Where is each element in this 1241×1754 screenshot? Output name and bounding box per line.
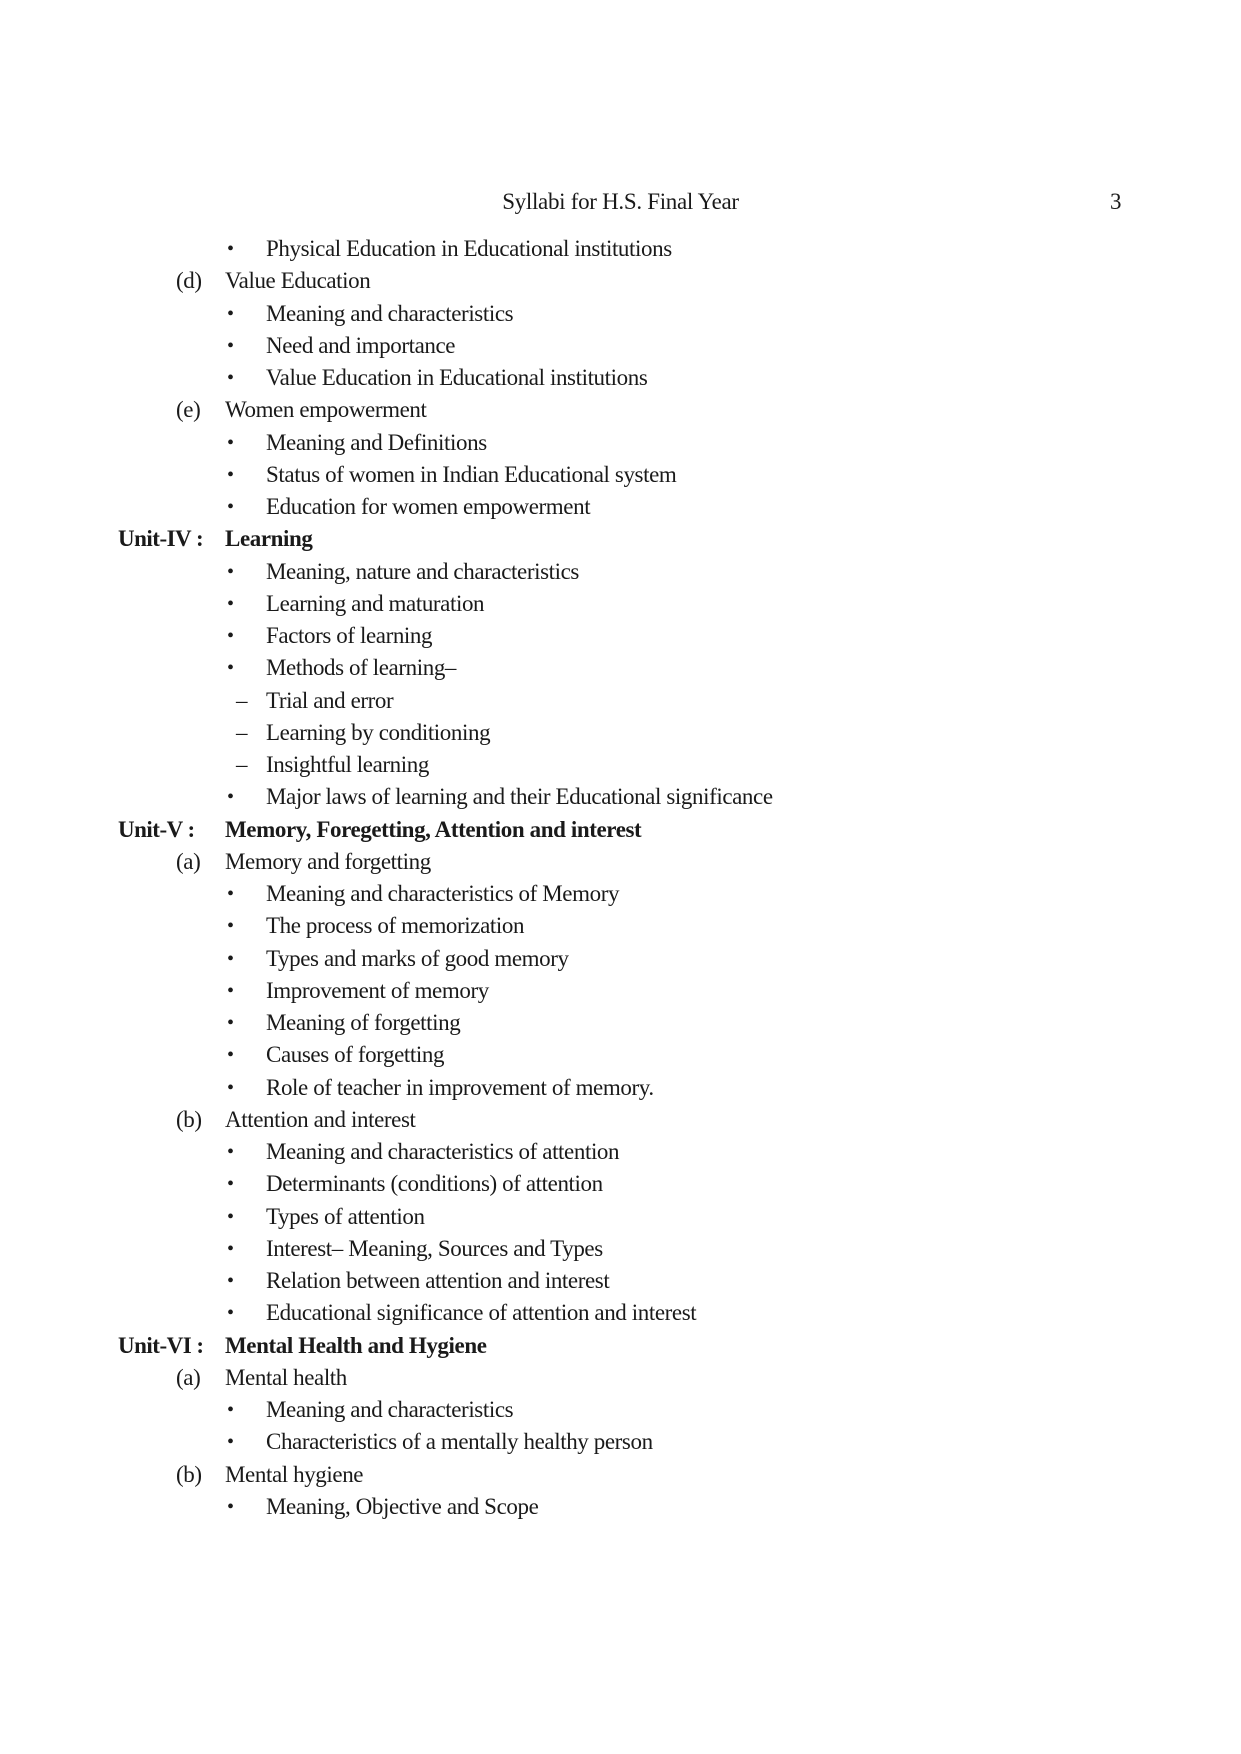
running-header-title: Syllabi for H.S. Final Year [502,189,739,214]
section-label: (e) [176,397,201,423]
item-text: Meaning and characteristics of Memory [266,881,620,906]
bullet-item [0,1039,1241,1071]
dash-item [0,685,1241,717]
bullet-marker-icon: • [227,1302,234,1325]
bullet-marker-icon: • [227,302,234,325]
item-text: Educational significance of attention and interest [266,1300,697,1326]
section-heading [0,1459,1241,1491]
bullet-item [0,362,1241,394]
bullet-item [0,1007,1241,1039]
unit-heading [0,814,1241,846]
bullet-item [0,1491,1241,1523]
item-text: Meaning and Definitions [266,429,487,455]
item-text: Meaning and characteristics [266,300,514,326]
item-text: Meaning and characteristics of attention [266,1139,620,1164]
bullet-marker-icon: • [227,1044,234,1067]
bullet-item [0,1297,1241,1329]
bullet-marker-icon: • [227,1399,234,1421]
section-label: (d) [176,268,202,294]
section-title: Value Education [225,268,371,294]
bullet-item [0,588,1241,620]
section-heading [0,1104,1241,1136]
item-text: Improvement of memory [266,977,489,1003]
bullet-item [0,1426,1241,1458]
section-title: Attention and interest [225,1106,416,1132]
bullet-marker-icon: • [227,1431,234,1454]
bullet-item [0,1136,1241,1168]
item-text: Methods of learning– [266,655,457,681]
unit-heading [0,1330,1241,1362]
bullet-item [0,491,1241,523]
bullet-item [0,233,1241,265]
unit-label: Unit-IV : [118,526,204,552]
item-text: Causes of forgetting [266,1042,445,1068]
bullet-item [0,1394,1241,1426]
item-text: Types and marks of good memory [266,945,569,971]
bullet-marker-icon: • [227,625,234,647]
bullet-item [0,943,1241,975]
bullet-marker-icon: • [227,1237,234,1260]
bullet-marker-icon: • [227,1173,234,1196]
bullet-marker-icon: • [227,463,234,486]
bullet-marker-icon: • [227,1012,234,1034]
syllabus-content [0,233,1241,1523]
bullet-item [0,652,1241,684]
bullet-marker-icon: • [227,657,234,680]
bullet-item [0,1168,1241,1200]
section-label: (a) [176,1364,201,1390]
bullet-marker-icon: • [227,1076,234,1099]
bullet-item [0,1233,1241,1265]
bullet-marker-icon: • [227,238,234,260]
bullet-marker-icon: • [227,1495,234,1518]
item-text: Meaning, nature and characteristics [266,558,579,584]
item-text: Learning and maturation [266,590,485,616]
item-text: Physical Education in Educational institutions [266,236,672,261]
item-text: Value Education in Educational institutions [266,365,648,390]
bullet-item [0,330,1241,362]
bullet-item [0,1072,1241,1104]
bullet-marker-icon: • [227,334,234,357]
item-text: Need and importance [266,332,456,358]
bullet-marker-icon: • [227,947,234,970]
item-text: Role of teacher in improvement of memory. [266,1074,654,1100]
bullet-marker-icon: • [227,1205,234,1228]
item-text: Characteristics of a mentally healthy person [266,1429,653,1455]
dash-marker-icon: – [236,752,248,777]
page-number: 3 [1110,189,1122,214]
item-text: Types of attention [266,1203,425,1229]
bullet-marker-icon: • [227,496,234,518]
bullet-marker-icon: • [227,1270,234,1292]
section-title: Women empowerment [225,397,427,423]
section-heading [0,1362,1241,1394]
bullet-item [0,620,1241,652]
bullet-marker-icon: • [227,786,234,809]
item-text: Learning by conditioning [266,719,491,745]
section-title: Mental health [225,1364,347,1390]
bullet-marker-icon: • [227,431,234,454]
bullet-marker-icon: • [227,979,234,1002]
section-label: (b) [176,1106,202,1132]
section-title: Mental hygiene [225,1461,364,1487]
item-text: Education for women empowerment [266,494,591,519]
item-text: Factors of learning [266,623,433,648]
section-heading [0,394,1241,426]
bullet-item [0,1201,1241,1233]
unit-title: Memory, Foregetting, Attention and interest [225,816,642,842]
bullet-marker-icon: • [227,592,234,615]
bullet-item [0,459,1241,491]
bullet-item [0,1265,1241,1297]
item-text: Determinants (conditions) of attention [266,1171,603,1197]
unit-heading [0,523,1241,555]
dash-marker-icon: – [236,719,248,745]
bullet-marker-icon: • [227,883,234,905]
bullet-item [0,975,1241,1007]
bullet-item [0,298,1241,330]
item-text: Status of women in Indian Educational system [266,461,677,487]
unit-title: Mental Health and Hygiene [225,1332,487,1358]
bullet-marker-icon: • [227,1141,234,1163]
dash-item [0,749,1241,781]
bullet-item [0,878,1241,910]
dash-item [0,717,1241,749]
bullet-item [0,910,1241,942]
dash-marker-icon: – [236,687,248,713]
unit-title: Learning [225,526,313,552]
item-text: Relation between attention and interest [266,1268,610,1293]
item-text: Meaning of forgetting [266,1010,461,1035]
bullet-item [0,556,1241,588]
section-heading [0,265,1241,297]
bullet-item [0,427,1241,459]
item-text: Major laws of learning and their Educational significance [266,784,773,810]
unit-label: Unit-V : [118,816,195,842]
bullet-marker-icon: • [227,367,234,389]
bullet-marker-icon: • [227,560,234,583]
section-label: (a) [176,848,201,874]
item-text: Meaning, Objective and Scope [266,1493,539,1519]
item-text: Meaning and characteristics [266,1397,514,1422]
item-text: Interest– Meaning, Sources and Types [266,1235,603,1261]
page-header [0,184,1241,220]
item-text: The process of memorization [266,913,525,939]
bullet-marker-icon: • [227,915,234,938]
item-text: Trial and error [266,687,394,713]
unit-label: Unit-VI : [118,1332,204,1358]
section-heading [0,846,1241,878]
section-title: Memory and forgetting [225,848,431,874]
item-text: Insightful learning [266,752,429,777]
bullet-item [0,781,1241,813]
section-label: (b) [176,1461,202,1487]
